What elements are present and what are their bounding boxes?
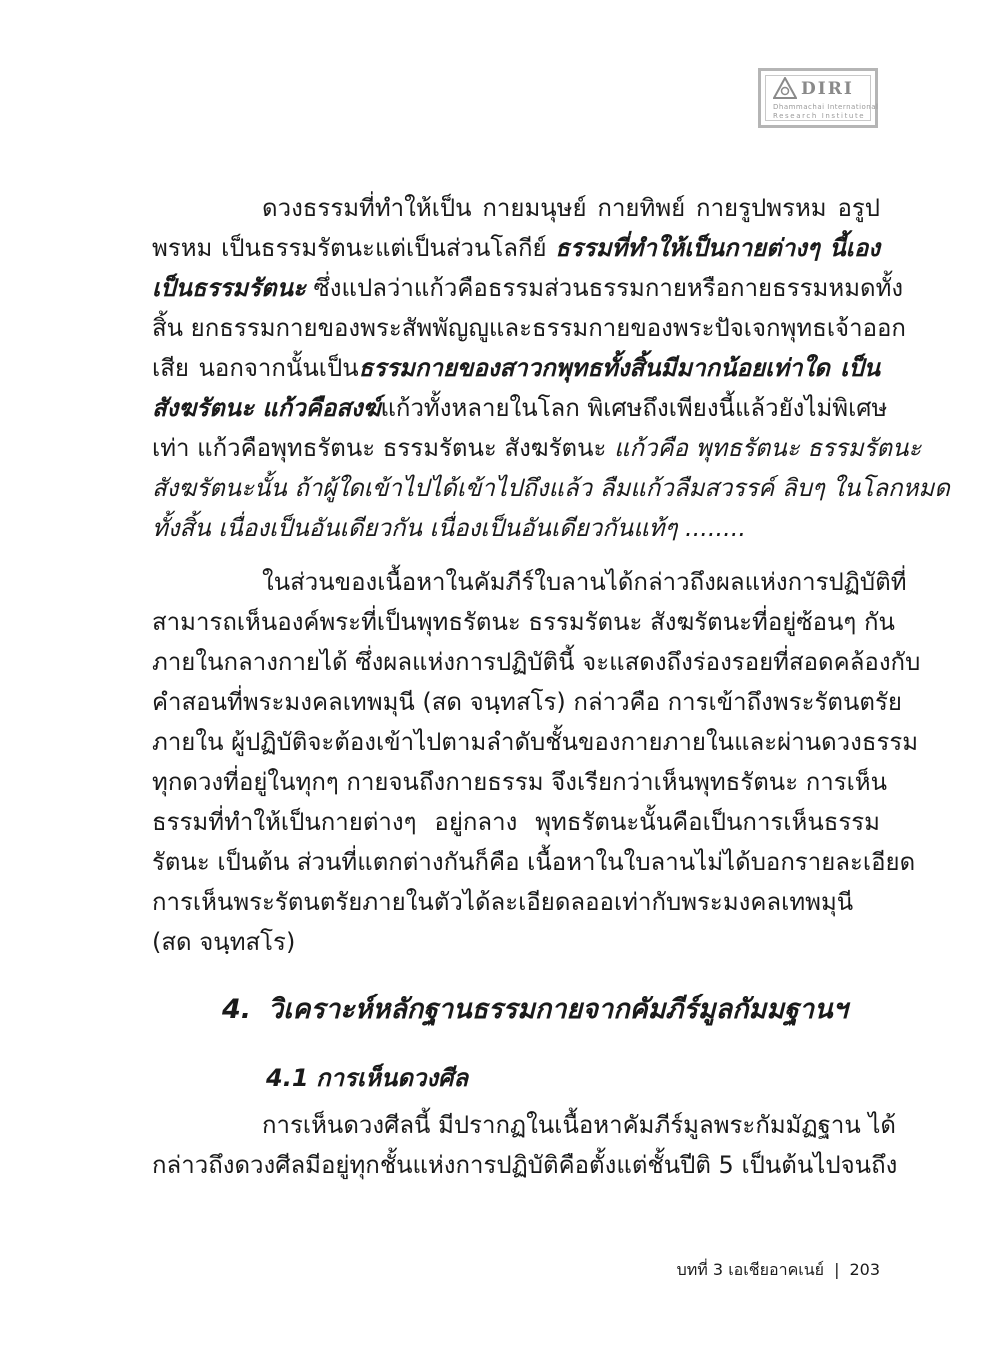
paragraph-2-line-1: ในส่วนของเนื้อหาในคัมภีร์ใบลานได้กล่าวถึงผลแห่งการปฏิบัติที่ [262, 568, 907, 596]
chapter-label: บทที่ 3 เอเชียอาคเนย์ [676, 1260, 825, 1279]
paragraph-2-line-2: สามารถเห็นองค์พระที่เป็นพุทธรัตนะ ธรรมรัตนะ สังฆรัตนะที่อยู่ซ้อนๆ กัน [152, 608, 895, 636]
emphasis-text: เป็นธรรมรัตนะ [152, 274, 306, 302]
paragraph-2-line-7: ธรรมที่ทำให้เป็นกายต่างๆ อยู่กลาง พุทธรัตนะนั้นคือเป็นการเห็นธรรม [152, 808, 880, 836]
italic-text: แก้วคือ พุทธรัตนะ ธรรมรัตนะ [614, 434, 922, 462]
text-run: ซึ่งแปลว่าแก้วคือธรรมส่วนธรรมกายหรือกายธรรมหมดทั้ง [305, 274, 904, 302]
section-heading [222, 990, 848, 1030]
diri-logo [758, 68, 878, 128]
subsection-title: การเห็นดวงศีล [316, 1064, 469, 1092]
emphasis-text: ธรรมที่ทำให้เป็นกายต่างๆ นี้เอง [555, 234, 880, 262]
paragraph-2-line-9: การเห็นพระรัตนตรัยภายในตัวได้ละเอียดลออเท่ากับพระมงคลเทพมุนี [152, 888, 854, 916]
paragraph-2-line-3: ภายในกลางกายได้ ซึ่งผลแห่งการปฏิบัตินี้ จะแสดงถึงร่องรอยที่สอดคล้องกับ [152, 648, 921, 676]
subsection-number: 4.1 [266, 1064, 309, 1092]
paragraph-1-line-6 [152, 388, 888, 428]
emphasis-text: ธรรมกายของสาวกพุทธทั้งสิ้นมีมากน้อยเท่าใด เป็น [358, 354, 880, 382]
paragraph-2-line-10: (สด จนฺทสโร) [152, 928, 296, 956]
section-title: วิเคราะห์หลักฐานธรรมกายจากคัมภีร์มูลกัมมฐานฯ [268, 994, 848, 1025]
paragraph-2-line-6: ทุกดวงที่อยู่ในทุกๆ กายจนถึงกายธรรม จึงเรียกว่าเห็นพุทธรัตนะ การเห็น [152, 768, 888, 796]
emphasis-text: สังฆรัตนะ แก้วคือสงฆ์ [152, 394, 381, 422]
paragraph-1-line-4: สิ้น ยกธรรมกายของพระสัพพัญญูและธรรมกายของพระปัจเจกพุทธเจ้าออก [152, 314, 906, 342]
paragraph-2-line-4: คำสอนที่พระมงคลเทพมุนี (สด จนฺทสโร) กล่าวคือ การเข้าถึงพระรัตนตรัย [152, 688, 902, 716]
paragraph-2-line-5: ภายใน ผู้ปฏิบัติจะต้องเข้าไปตามลำดับชั้นของกายภายในและผ่านดวงธรรม [152, 728, 919, 756]
text-run: แก้วทั้งหลายในโลก พิเศษถึงเพียงนี้แล้วยังไม่พิเศษ [380, 394, 888, 422]
paragraph-1-line-7 [152, 428, 922, 468]
paragraph-3-line-1: การเห็นดวงศีลนี้ มีปรากฏในเนื้อหาคัมภีร์มูลพระกัมมัฏฐาน ได้ [262, 1111, 897, 1139]
page-footer [677, 1258, 880, 1283]
paragraph-1-line-2 [152, 228, 880, 268]
paragraph-1-line-1: ดวงธรรมที่ทำให้เป็น กายมนุษย์ กายทิพย์ กายรูปพรหม อรูป [262, 194, 880, 222]
paragraph-3-line-2: กล่าวถึงดวงศีลมีอยู่ทุกชั้นแห่งการปฏิบัติคือตั้งแต่ชั้นปีติ 5 เป็นต้นไปจนถึง [152, 1151, 898, 1179]
section-number: 4. [222, 994, 252, 1025]
logo-subtitle-1: Dhammachai International [773, 103, 879, 111]
page-number: 203 [849, 1260, 880, 1279]
paragraph-1-line-9: ทั้งสิ้น เนื่องเป็นอันเดียวกัน เนื่องเป็นอันเดียวกันแท้ๆ ........ [152, 514, 747, 542]
paragraph-1-line-5 [152, 348, 880, 388]
text-run: พรหม เป็นธรรมรัตนะแต่เป็นส่วนโลกีย์ [152, 234, 556, 262]
text-run: เสีย นอกจากนั้นเป็น [152, 354, 359, 382]
paragraph-1-line-8: สังฆรัตนะนั้น ถ้าผู้ใดเข้าไปได้เข้าไปถึงแล้ว ลืมแก้วลืมสวรรค์ ลิบๆ ในโลกหมด [152, 474, 950, 502]
paragraph-1-line-3 [152, 268, 904, 308]
logo-subtitle-2: Research Institute [773, 112, 866, 120]
text-run: เท่า แก้วคือพุทธรัตนะ ธรรมรัตนะ สังฆรัตนะ [152, 434, 614, 462]
paragraph-2-line-8: รัตนะ เป็นต้น ส่วนที่แตกต่างกันก็คือ เนื้อหาในใบลานไม่ได้บอกรายละเอียด [152, 848, 916, 876]
triangle-emblem-icon [773, 77, 797, 99]
footer-separator: | [834, 1260, 840, 1279]
logo-brand: DIRI [801, 79, 854, 99]
subsection-heading [266, 1058, 468, 1098]
